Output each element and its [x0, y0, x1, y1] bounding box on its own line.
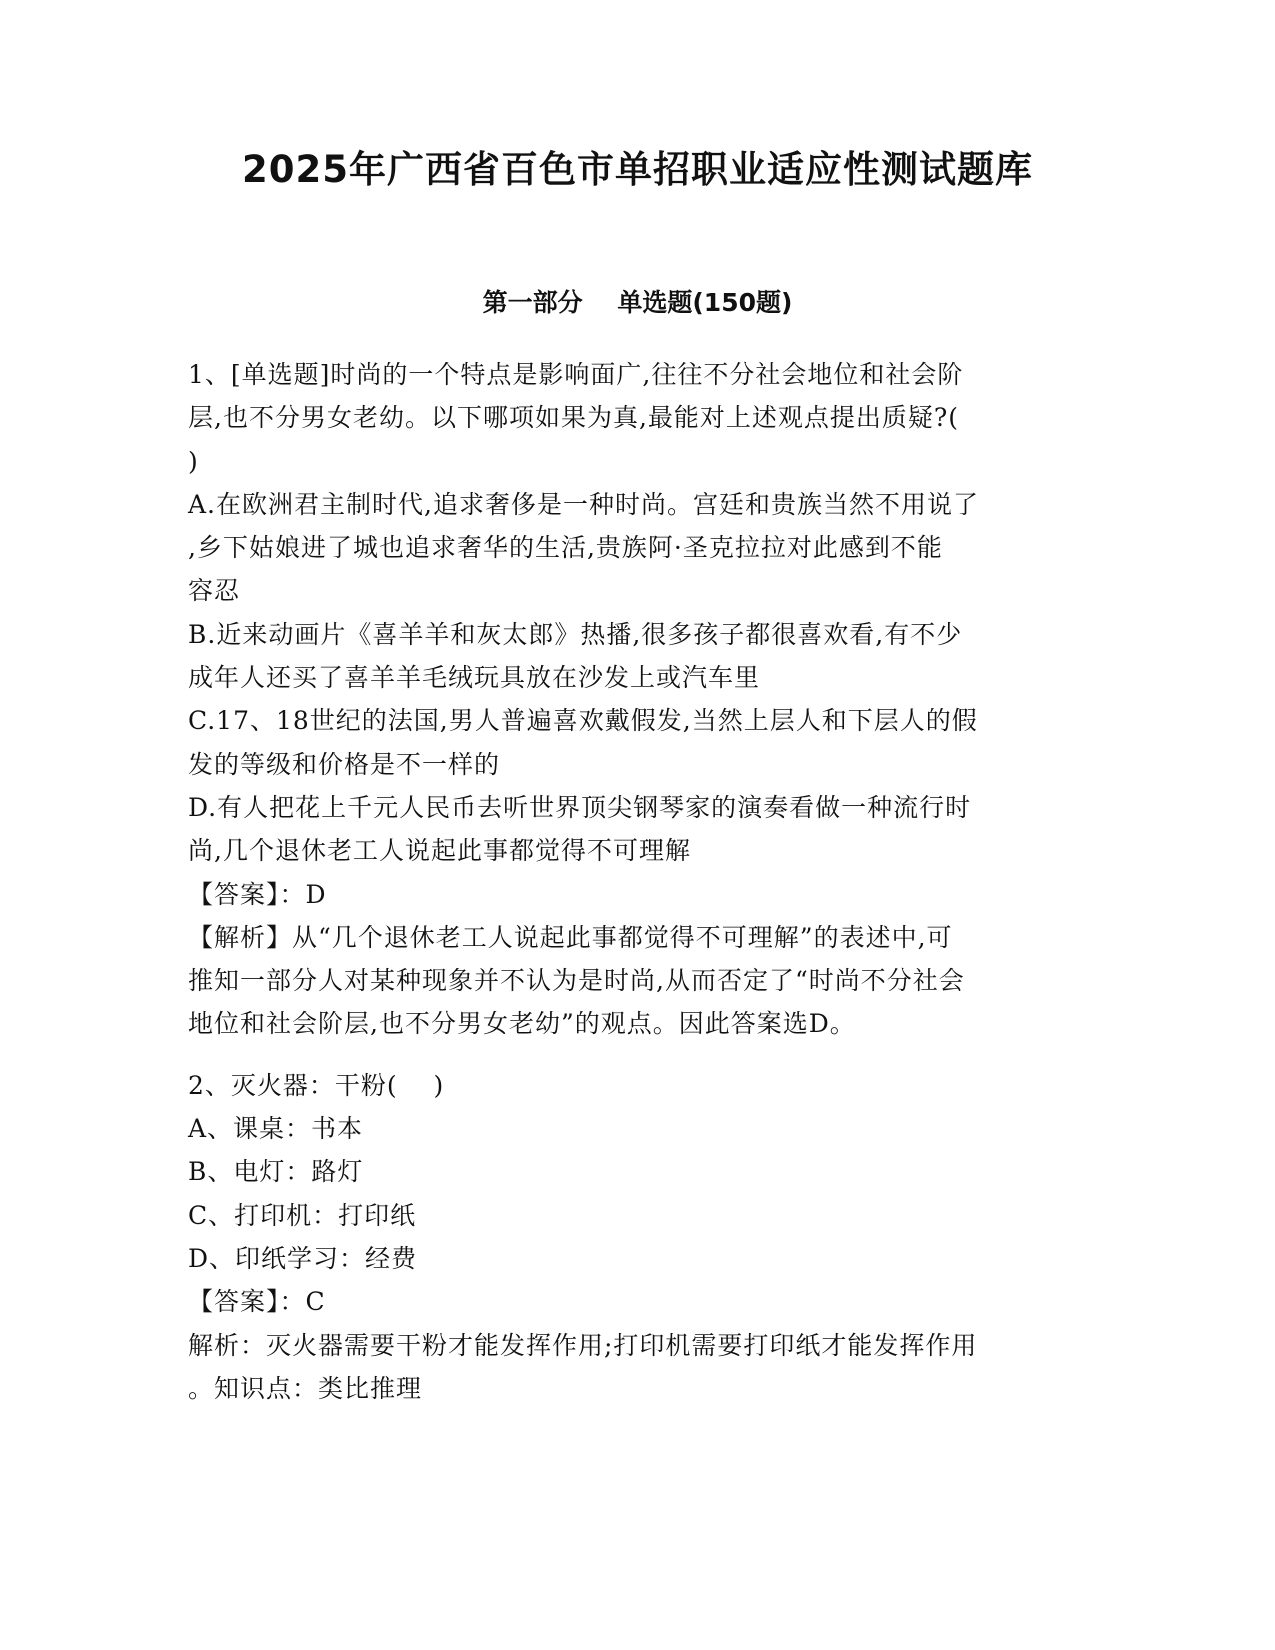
question-2-analysis-line-1: 解析：灭火器需要干粉才能发挥作用;打印机需要打印纸才能发挥作用: [188, 1330, 978, 1360]
question-spacer: [188, 1046, 1068, 1064]
question-2-option-d: D、印纸学习：经费: [188, 1243, 418, 1273]
question-2-answer: 【答案】：C: [188, 1287, 326, 1317]
document-title: 2025年广西省百色市单招职业适应性测试题库: [242, 148, 1033, 191]
question-2-option-b: B、电灯：路灯: [188, 1157, 364, 1187]
question-1-analysis-line-1: 【解析】从“几个退休老工人说起此事都觉得不可理解”的表述中,可: [188, 922, 953, 952]
question-2-option-a: A、课桌：书本: [188, 1114, 364, 1144]
question-1-option-a-line-2: ,乡下姑娘进了城也追求奢华的生活,贵族阿·圣克拉拉对此感到不能: [188, 533, 943, 563]
question-2-option-c: C、打印机：打印纸: [188, 1200, 417, 1230]
question-1: [188, 353, 1068, 1046]
question-2-stem: 2、灭火器：干粉( ): [188, 1070, 445, 1100]
question-1-option-b-line-2: 成年人还买了喜羊羊毛绒玩具放在沙发上或汽车里: [188, 663, 761, 693]
question-1-option-d-line-1: D.有人把花上千元人民币去听世界顶尖钢琴家的演奏看做一种流行时: [188, 792, 972, 822]
question-1-option-a-line-1: A.在欧洲君主制时代,追求奢侈是一种时尚。宫廷和贵族当然不用说了: [188, 489, 979, 519]
question-1-option-c-line-2: 发的等级和价格是不一样的: [188, 749, 501, 779]
question-1-stem-line-3: ): [188, 446, 199, 476]
question-1-option-c-line-1: C.17、18世纪的法国,男人普遍喜欢戴假发,当然上层人和下层人的假: [188, 706, 978, 736]
question-1-answer: 【答案】：D: [188, 879, 327, 909]
question-2: [188, 1064, 1068, 1410]
question-1-analysis-line-2: 推知一部分人对某种现象并不认为是时尚,从而否定了“时尚不分社会: [188, 966, 965, 996]
question-list: [188, 353, 1068, 1410]
section-title: 第一部分 单选题(150题): [482, 288, 793, 317]
question-1-option-b-line-1: B.近来动画片《喜羊羊和灰太郎》热播,很多孩子都很喜欢看,有不少: [188, 619, 963, 649]
question-1-option-a-line-3: 容忍: [188, 576, 241, 606]
question-1-stem-line-1: 1、[单选题]时尚的一个特点是影响面广,往往不分社会地位和社会阶: [188, 360, 964, 389]
question-2-analysis-line-2: 。知识点：类比推理: [188, 1373, 423, 1403]
question-1-option-d-line-2: 尚,几个退休老工人说起此事都觉得不可理解: [188, 836, 691, 866]
question-1-analysis-line-3: 地位和社会阶层,也不分男女老幼”的观点。因此答案选D。: [188, 1009, 856, 1039]
question-1-stem-line-2: 层,也不分男女老幼。以下哪项如果为真,最能对上述观点提出质疑?(: [188, 403, 960, 433]
